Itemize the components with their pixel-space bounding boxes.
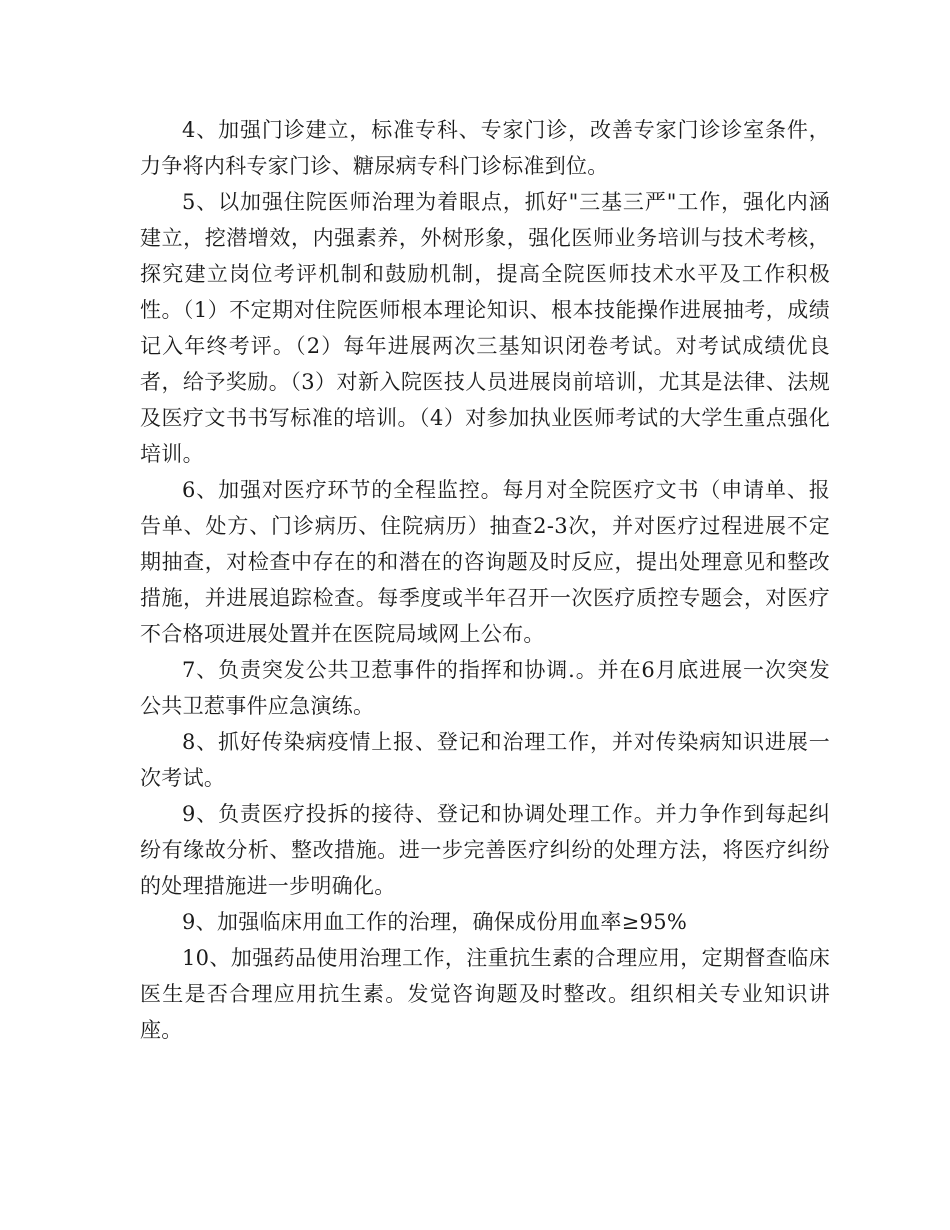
paragraph-item-4: 4、加强门诊建立，标准专科、专家门诊，改善专家门诊诊室条件，力争将内科专家门诊、糖尿病专科门诊标准到位。 [140,118,830,178]
paragraph-item-9b: 9、加强临床用血工作的治理，确保成份用血率≥95% [182,910,688,934]
document-body [140,112,830,1048]
paragraph-item-5: 5、以加强住院医师治理为着眼点，抓好"三基三严"工作，强化内涵建立，挖潜增效，内强素养，外树形象，强化医师业务培训与技术考核，探究建立岗位考评机制和鼓励机制，提高全院医师技术水平及工作积极性。（1）不定期对住院医师根本理论知识、根本技能操作进展抽考，成绩记入年终考评。（2）每年进展两次三基知识闭卷考试。对考试成绩优良者，给予奖励。（3）对新入院医技人员进展岗前培训，尤其是法律、法规及医疗文书书写标准的培训。（4）对参加执业医师考试的大学生重点强化培训。 [140,190,830,466]
paragraph-item-6: 6、加强对医疗环节的全程监控。每月对全院医疗文书（申请单、报告单、处方、门诊病历、住院病历）抽查2-3次，并对医疗过程进展不定期抽查，对检查中存在的和潜在的咨询题及时反应，提出处理意见和整改措施，并进展追踪检查。每季度或半年召开一次医疗质控专题会，对医疗不合格项进展处置并在医院局域网上公布。 [140,478,830,646]
paragraph-item-7: 7、负责突发公共卫惹事件的指挥和协调.。并在6月底进展一次突发公共卫惹事件应急演练。 [140,658,830,718]
paragraph-item-9a: 9、负责医疗投拆的接待、登记和协调处理工作。并力争作到每起纠纷有缘故分析、整改措施。进一步完善医疗纠纷的处理方法，将医疗纠纷的处理措施进一步明确化。 [140,802,830,898]
paragraph-item-8: 8、抓好传染病疫情上报、登记和治理工作，并对传染病知识进展一次考试。 [140,730,830,790]
paragraph-item-10: 10、加强药品使用治理工作，注重抗生素的合理应用，定期督查临床医生是否合理应用抗生素。发觉咨询题及时整改。组织相关专业知识讲座。 [140,946,830,1042]
